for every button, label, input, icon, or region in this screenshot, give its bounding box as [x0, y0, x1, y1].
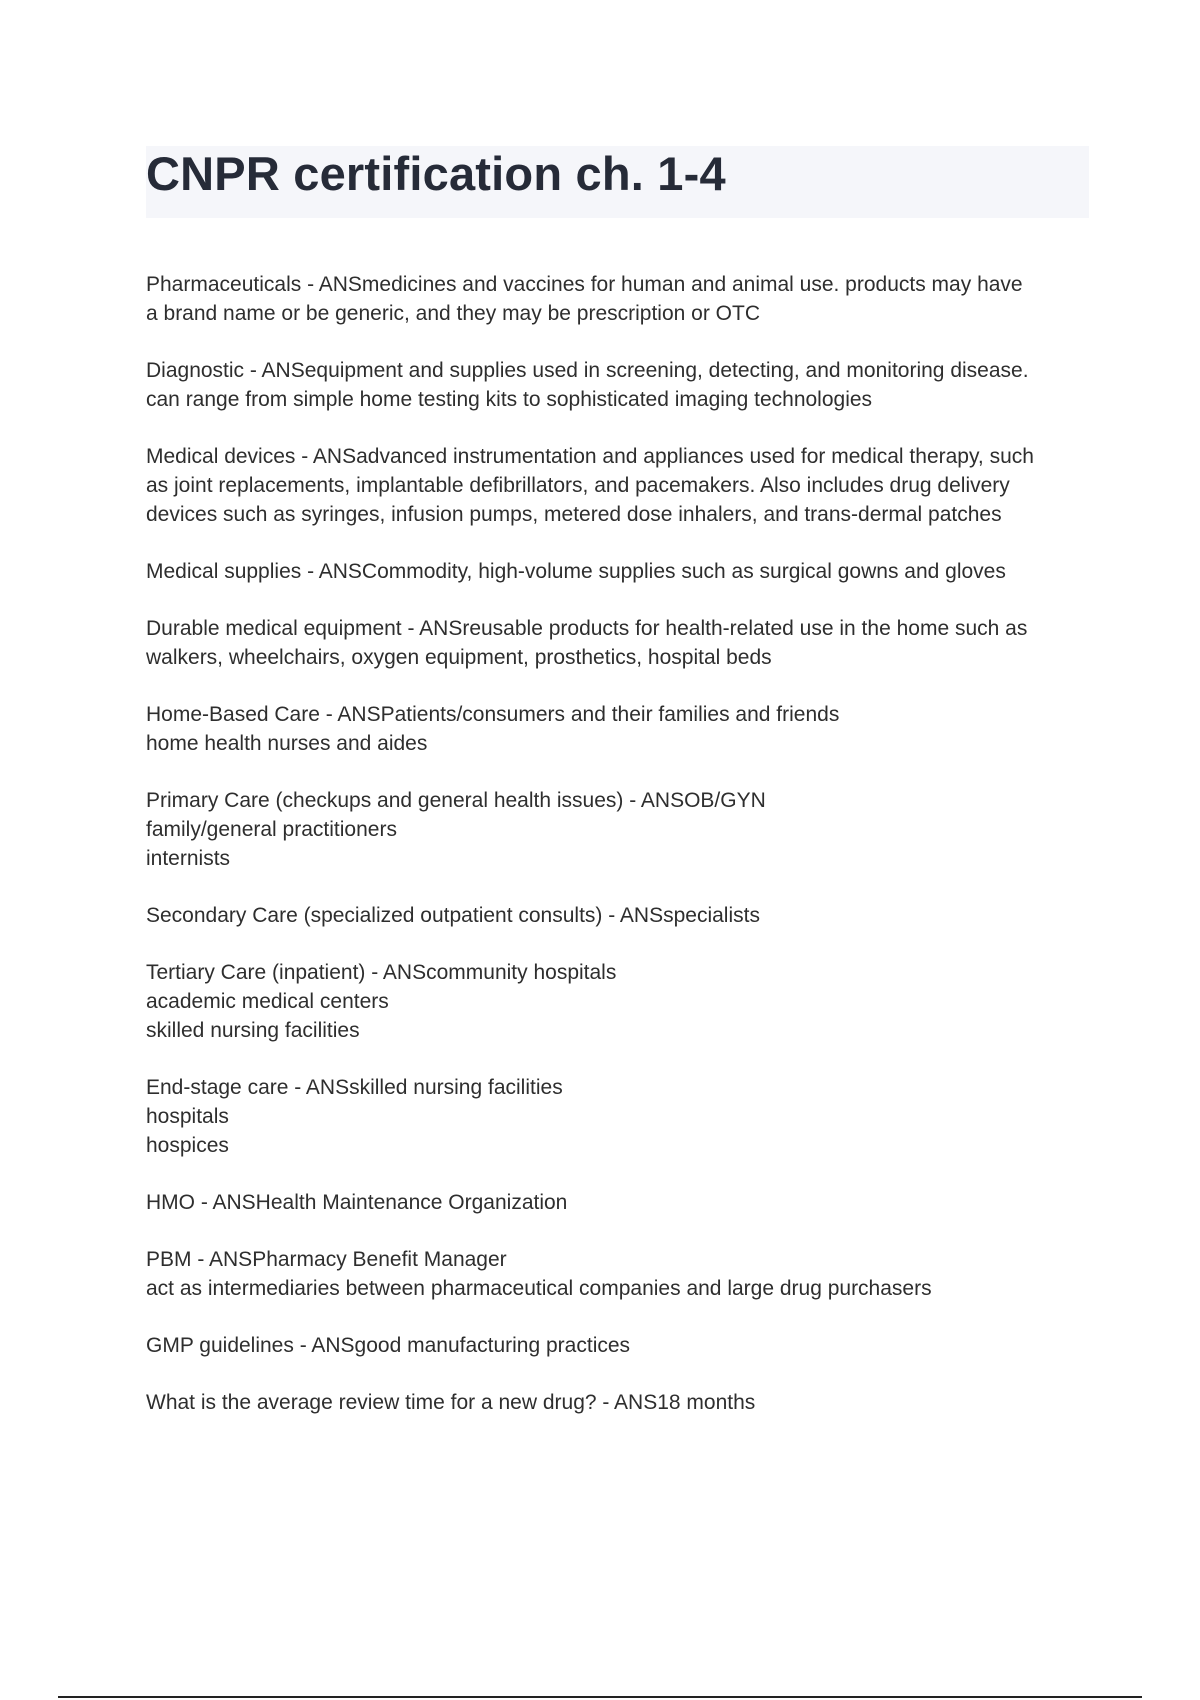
entry-answer-line: can range from simple home testing kits to sophisticated imaging technologies — [146, 388, 873, 411]
flashcard-entry — [146, 1073, 1096, 1160]
entry-term-line: Primary Care (checkups and general health issues) - ANSOB/GYN — [146, 789, 766, 812]
flashcard-entry — [146, 356, 1096, 414]
entry-answer-line: home health nurses and aides — [146, 732, 428, 755]
flashcard-entry — [146, 1245, 1096, 1303]
flashcard-entry — [146, 1331, 1096, 1360]
entry-term-line: Pharmaceuticals - ANSmedicines and vaccines for human and animal use. products may have — [146, 273, 1023, 296]
entry-answer-line: hospitals — [146, 1105, 229, 1128]
entry-term-line: What is the average review time for a new drug? - ANS18 months — [146, 1391, 756, 1414]
entry-answer-line: academic medical centers — [146, 990, 389, 1013]
entry-answer-line: hospices — [146, 1134, 229, 1157]
footer-divider — [58, 1696, 1142, 1698]
entry-term-line: PBM - ANSPharmacy Benefit Manager — [146, 1248, 507, 1271]
flashcard-entry — [146, 958, 1096, 1045]
entry-answer-line: a brand name or be generic, and they may be prescription or OTC — [146, 302, 760, 325]
entry-answer-line: internists — [146, 847, 231, 870]
entry-term-line: Secondary Care (specialized outpatient consults) - ANSspecialists — [146, 904, 760, 927]
flashcard-entry — [146, 786, 1096, 873]
entry-term-line: End-stage care - ANSskilled nursing facilities — [146, 1076, 563, 1099]
flashcard-entry — [146, 270, 1096, 328]
flashcard-list — [146, 270, 1096, 1445]
entry-answer-line: as joint replacements, implantable defibrillators, and pacemakers. Also includes drug delivery — [146, 474, 1010, 497]
entry-answer-line: walkers, wheelchairs, oxygen equipment, prosthetics, hospital beds — [146, 646, 772, 669]
entry-term-line: Tertiary Care (inpatient) - ANScommunity hospitals — [146, 961, 617, 984]
flashcard-entry — [146, 700, 1096, 758]
entry-term-line: Diagnostic - ANSequipment and supplies used in screening, detecting, and monitoring disease. — [146, 359, 1029, 382]
entry-term-line: Home-Based Care - ANSPatients/consumers and their families and friends — [146, 703, 840, 726]
flashcard-entry — [146, 1388, 1096, 1417]
flashcard-entry — [146, 442, 1096, 529]
flashcard-entry — [146, 901, 1096, 930]
entry-term-line: HMO - ANSHealth Maintenance Organization — [146, 1191, 568, 1214]
flashcard-entry — [146, 1188, 1096, 1217]
entry-answer-line: skilled nursing facilities — [146, 1019, 360, 1042]
page-title: CNPR certification ch. 1-4 — [146, 147, 726, 200]
entry-answer-line: act as intermediaries between pharmaceutical companies and large drug purchasers — [146, 1277, 932, 1300]
entry-term-line: Durable medical equipment - ANSreusable products for health-related use in the home such as — [146, 617, 1028, 640]
entry-term-line: Medical supplies - ANSCommodity, high-volume supplies such as surgical gowns and gloves — [146, 560, 1006, 583]
entry-term-line: Medical devices - ANSadvanced instrumentation and appliances used for medical therapy, such — [146, 445, 1034, 468]
entry-answer-line: family/general practitioners — [146, 818, 397, 841]
entry-term-line: GMP guidelines - ANSgood manufacturing practices — [146, 1334, 631, 1357]
entry-answer-line: devices such as syringes, infusion pumps, metered dose inhalers, and trans-dermal patches — [146, 503, 1002, 526]
flashcard-entry — [146, 557, 1096, 586]
flashcard-entry — [146, 614, 1096, 672]
